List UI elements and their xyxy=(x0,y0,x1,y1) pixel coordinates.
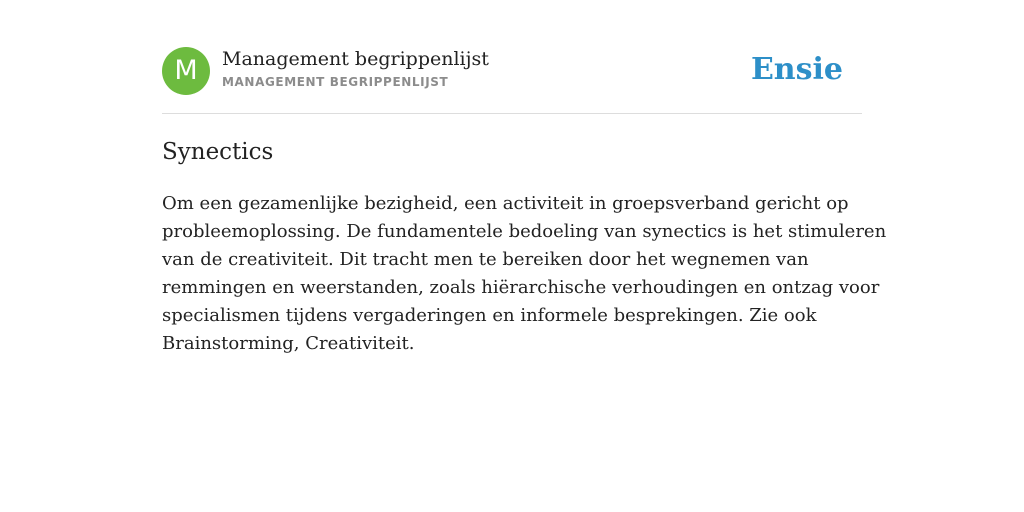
definition-line: Brainstorming, Creativiteit. xyxy=(162,333,415,354)
ensie-logo[interactable]: Ensie xyxy=(750,52,843,87)
source-subtitle: MANAGEMENT BEGRIPPENLIJST xyxy=(222,75,449,89)
term-title: Synectics xyxy=(162,139,274,165)
header xyxy=(162,46,862,96)
divider xyxy=(162,113,862,114)
definition xyxy=(162,190,887,358)
definition-line: van de creativiteit. Dit tracht men te bereiken door het wegnemen van xyxy=(162,249,809,270)
avatar: M xyxy=(162,47,210,95)
source-title[interactable]: Management begrippenlijst xyxy=(222,48,489,70)
definition-line: remmingen en weerstanden, zoals hiërarchische verhoudingen en ontzag voor xyxy=(162,277,880,298)
definition-line: probleemoplossing. De fundamentele bedoeling van synectics is het stimuleren xyxy=(162,221,887,242)
source-titles xyxy=(222,46,489,92)
definition-line: specialismen tijdens vergaderingen en informele besprekingen. Zie ook xyxy=(162,305,817,326)
definition-line: Om een gezamenlijke bezigheid, een activiteit in groepsverband gericht op xyxy=(162,193,849,214)
